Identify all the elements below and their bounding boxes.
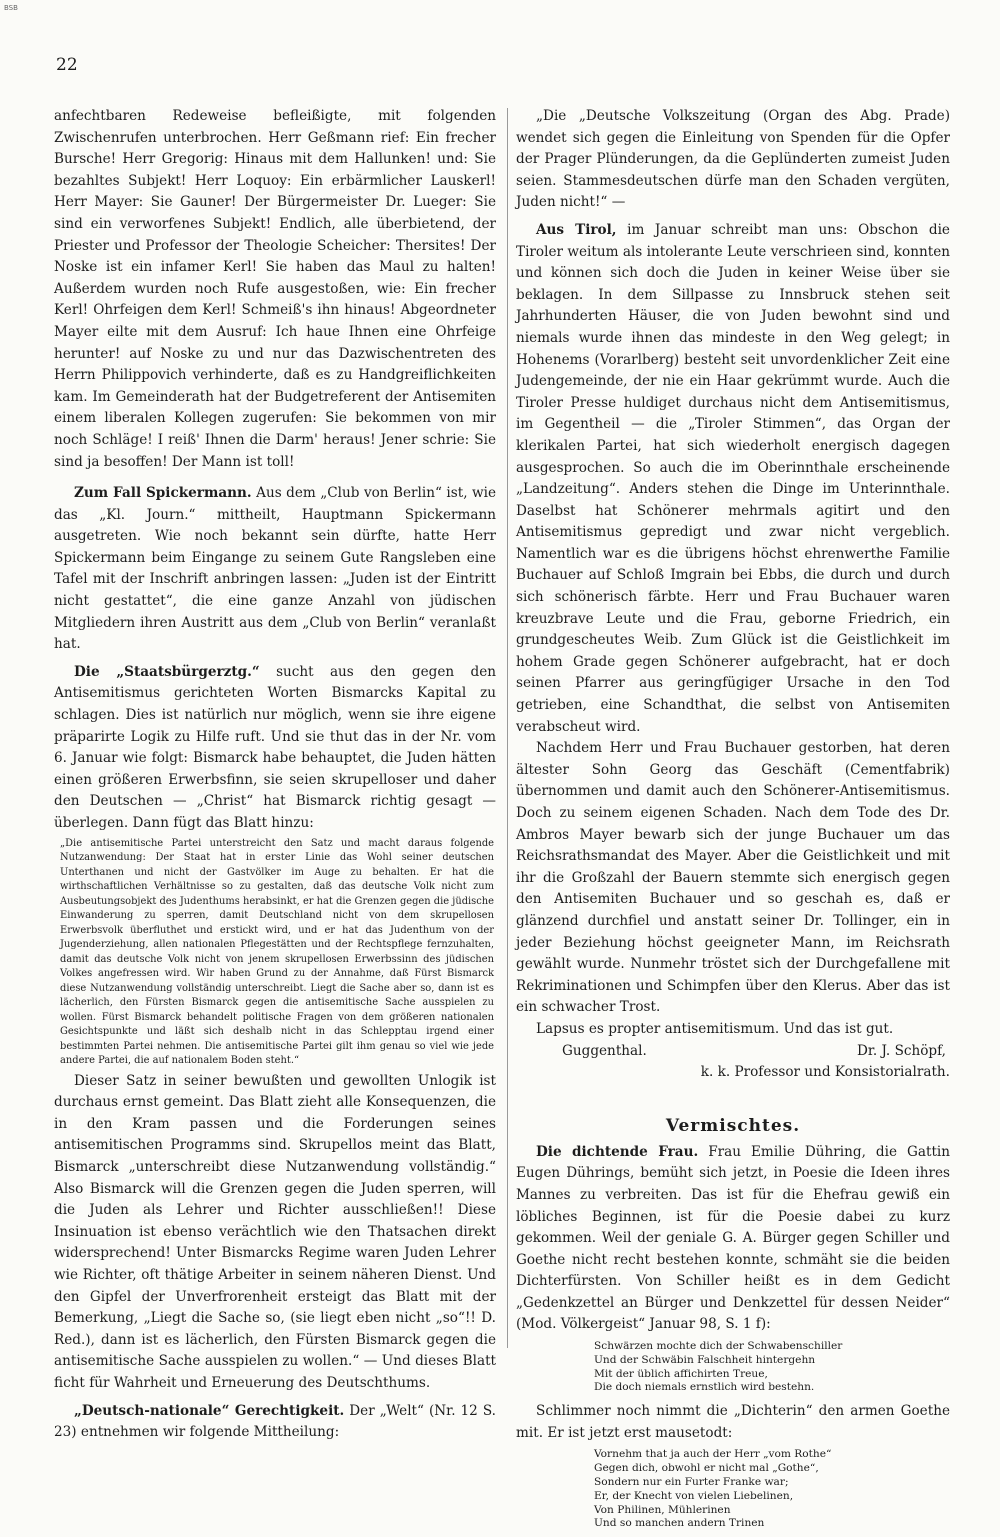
signature-name: Dr. J. Schöpf, (856, 1042, 946, 1059)
poem-line: Sondern nur ein Furter Franke war; (594, 1476, 789, 1489)
poem-line: Die doch niemals ernstlich wird bestehn. (594, 1381, 815, 1394)
left-column (54, 106, 496, 1444)
poem-line: Von Philinen, Mühlerinen (594, 1503, 731, 1516)
section-title-vermischtes: Vermischtes. (665, 1115, 801, 1136)
poem-line: Und so manchen andern Trinen (594, 1517, 765, 1530)
poem-line: Und der Schwäbin Falschheit hintergehn (594, 1353, 816, 1366)
text-gerechtigkeit: Der „Welt“ (Nr. 12 S. 23) entnehmen wir folgende Mittheilung: (54, 1402, 496, 1441)
poem-goethe (594, 1448, 950, 1531)
text-tirol: im Januar schreibt man uns: Obschon die Tiroler weitum als intolerante Leute verschrieen sind, konnten und können sich doch die Juden in keiner Weise über sie beklagen. In dem Sillpasse zu Innsbruck stehen seit Jahrhunderten Häuser, die von Juden bewohnt sind und niemals wurde ihnen das mindeste in den Weg gelegt; in Hohenems (Vorarlberg) besteht seit unvordenklicher Zeit eine Judengemeinde, der nie ein Haar gekrümmt wurde. Auch die Tiroler Presse huldiget durchaus nicht dem Antisemitismus, im Gegentheil — die „Tiroler Stimmen“, das Organ der klerikalen Partei, hat sich wiederholt energisch dagegen ausgesprochen. So auch die im Oberinnthale erscheinende „Landzeitung“. Anders stehen die Dinge im Unterinnthale. Daselbst hat Schönerer mehrmals agitirt und den Antisemitismus gepredigt und zwar nicht vergeblich. Namentlich war es die übrigens höchst ehrenwerthe Familie Buchauer auf Schloß Imgrain bei Ebbs, die durch und durch sich schönerisch färbte. Herr und Frau Buchauer waren kreuzbrave Leute und die Frau, geborne Friedrich, ein grundgescheutes Weib. Zum Glück ist die Geistlichkeit im hohem Grade gegen Schönerer aufgebracht, hat er doch seinen Pfarrer aus geringfügiger Ursache in den Tod getrieben, eine Schandthat, die selbst von Antisemiten verabscheut wird. (516, 221, 950, 735)
heading-spickermann: Zum Fall Spickermann. (74, 485, 252, 502)
text-dichtende-frau: Frau Emilie Dühring, die Gattin Eugen Dührings, bemüht sich jetzt, in Poesie die Ideen ihres Mannes zu verbreiten. Das ist für die Ehefrau gewiß ein löbliches Beginnen, ist für die Poesie dabei zu kurz gekommen. Weil der geniale G. A. Bürger gegen Schiller und Goethe nicht recht bestehen konnte, schmäht sie die beiden Dichterfürsten. Von Schiller heißt es in dem Gedicht „Gedenkzettel an Bürger und Denkzettel für dessen Neider“ (Mod. Völkergeist“ Januar 98, S. 1 f): (516, 1143, 951, 1333)
text-staatsbuergerztg: sucht aus den gegen den Antisemitismus gerichteten Worten Bismarcks Kapital zu schlagen. Dies ist natürlich nur möglich, wenn sie ihre eigene präparirte Logik zu Hilfe ruft. Und sie thut das in der Nr. vom 6. Januar wie folgt: Bismarck habe behauptet, die Juden hätten einen größeren Erwerbsfinn, sie seien skrupelloser und daher den Deutschen — „Christ“ hat Bismarck richtig gesagt — überlegen. Dann fügt das Blatt hinzu: (54, 663, 497, 831)
article-staatsbuergerztg (54, 662, 496, 835)
poem-line: Vornehm that ja auch der Herr „vom Rothe“ (594, 1448, 832, 1461)
right-column (516, 106, 950, 1537)
paragraph-lapsus: Lapsus es propter antisemitismum. Und das ist gut. (536, 1020, 894, 1037)
paragraph-goethe: Schlimmer noch nimmt die „Dichterin“ den armen Goethe mit. Er ist jetzt erst mausetodt: (516, 1403, 950, 1441)
paragraph-noske-heckling: anfechtbaren Redeweise befleißigte, mit folgenden Zwischenrufen unterbrochen. Herr Geßmann rief: Ein frecher Bursche! Herr Gregorig: Hinaus mit dem Hallunken! und: Sie bezahltes Subjekt! Herr Loquoy: Ein erbärmlicher Lauskerl! Herr Mayer: Sie Gauner! Der Bürgermeister Dr. Lueger: Sie sind ein verworfenes Subjekt! Endlich, alle überbietend, der Priester und Professor der Theologie Scheicher: Thersites! Der Noske ist ein infamer Kerl! Sie haben das Maul zu halten! Außerdem wurden noch Rufe ausgestoßen, wie: Ein frecher Kerl! Ohrfeigen dem Kerl! Schmeiß's ihn hinaus! Abgeordneter Mayer eilte mit dem Ausruf: Ich haue Ihnen eine Ohrfeige herunter! auf Noske zu und nur das Dazwischentreten des Herrn Philippovich verhinderte, daß es zu Handgreiflichkeiten kam. Im Gemeinderath hat der Budgetreferent der Antisemiten einem liberalen Kollegen zugerufen: Sie bekommen von mir noch Schläge! I reiß' Ihnen die Darm' heraus! Jener schrie: Sie sind ja besoffen! Der Mann ist toll! (54, 108, 496, 470)
poem-line: Mit der üblich affichirten Treue, (594, 1367, 768, 1380)
article-tirol (516, 220, 950, 738)
paragraph-unlogik: Dieser Satz in seiner bewußten und gewollten Unlogik ist durchaus ernst gemeint. Das Blatt zieht alle Konsequenzen, die in den Kram passen und die Forderungen seines antisemitischen Programms sind. Skrupellos meint das Blatt, Bismarck „unterschreibt diese Nutzanwendung vollständig.“ Also Bismarck will die Grenzen gegen die Juden sperren, will die Juden als Lehrer und Richter ausschließen!! Diese Insinuation ist ebenso verächtlich wie den Thatsachen direkt widersprechend! Unter Bismarcks Regime waren Juden Lehrer wie Richter, oft thätige Arbeiter in seinem näheren Dienst. Und den Gipfel der Unverfrorenheit ersteigt das Blatt mit der Bemerkung, „Liegt die Sache so, (sie liegt eben nicht „so“!! D. Red.), dann ist es lächerlich, den Fürsten Bismarck gegen die antisemitische Sache ausspielen zu wollen.“ — Und dieses Blatt ficht für Wahrheit und Erneuerung des Deutschthums. (54, 1072, 496, 1391)
article-spickermann (54, 483, 496, 656)
heading-dichtende-frau: Die dichtende Frau. (536, 1143, 699, 1160)
quote-staatsbuergerztg: „Die antisemitische Partei unterstreicht den Satz und macht daraus folgende Nutzanwendung: Der Staat hat in erster Linie das Wohl seiner deutschen Unterthanen und nicht der Gastvölker im Auge zu behalten. Er hat die wirthschaftlichen Verhältnisse so zu gestalten, daß das deutsche Volk nicht zum Ausbeutungsobjekt des Judenthums herabsinkt, er hat die Grenzen gegen die jüdische Einwanderung zu sperren, damit Deutschland nicht von dem skrupellosen Erwerbsvolk überfluthet und erstickt wird, und er hat das Judenthum von der Jugenderziehung, allen nationalen Pflegestätten und der Rechtspflege fernzuhalten, damit das deutsche Volk nicht von jenem skrupellosen Erwerbssinn des jüdischen Volkes angefressen wird. Wir haben Grund zu der Annahme, daß Fürst Bismarck diese Nutzanwendung vollständig unterschreibt. Liegt die Sache aber so, dann ist es lächerlich, den Fürsten Bismarck gegen die antisemitische Sache ausspielen zu wollen. Fürst Bismarck behandelt politische Fragen von dem größeren nationalen Gesichtspunkte und läßt sich deshalb nicht in das Schlepptau irgend einer bestimmten Partei nehmen. Die antisemitische Partei gilt ihm genau so viel wie jede andere Partei, die auf nationalem Boden steht.“ (60, 837, 494, 1067)
text-spickermann: Aus dem „Club von Berlin“ ist, wie das „Kl. Journ.“ mittheilt, Hauptmann Spickermann ausgetreten. Wie noch bekannt sein dürfte, hatte Herr Spickermann beim Eingange zu seinem Gute Rangsleben eine Tafel mit der Inschrift anbringen lassen: „Juden ist der Eintritt nicht gestattet“, die eine ganze Anzahl von jüdischen Mitgliedern ihren Austritt aus dem „Club von Berlin“ veranlaßt hat. (54, 485, 497, 653)
heading-gerechtigkeit: „Deutsch-nationale“ Gerechtigkeit. (74, 1402, 345, 1419)
poem-line: Gegen dich, obwohl er nicht mal „Gothe“, (594, 1462, 819, 1475)
page-number: 22 (56, 55, 78, 75)
signature-title: k. k. Professor und Konsistorialrath. (700, 1064, 950, 1081)
article-dichtende-frau (516, 1142, 950, 1336)
heading-tirol: Aus Tirol, (536, 221, 617, 238)
library-stamp: BSB (4, 4, 18, 12)
poem-line: Er, der Knecht von vielen Liebelinen, (594, 1489, 794, 1502)
signature-place: Guggenthal. (562, 1042, 647, 1059)
quote-volkszeitung: „Die „Deutsche Volkszeitung (Organ des Abg. Prade) wendet sich gegen die Einleitung von Spenden für die Opfer der Prager Plünderungen, da die Geplünderten zumeist Juden seien. Stammesdeutschen dürfe man den Schaden vergüten, Juden nicht!“ — (516, 108, 950, 211)
poem-line: Schwärzen mochte dich der Schwabenschiller (594, 1340, 843, 1353)
signature-line (562, 1041, 946, 1063)
article-gerechtigkeit (54, 1401, 496, 1444)
paragraph-buchauer: Nachdem Herr und Frau Buchauer gestorben, hat deren ältester Sohn Georg das Geschäft (Cementfabrik) übernommen und damit auch den Schönerer-Antisemitismus. Doch zu seinem eigenen Schaden. Nach dem Tode des Dr. Ambros Mayer bewarb sich der junge Buchauer um das Reichsrathsmandat des Mayer. Aber die Geistlichkeit und mit ihr die Großzahl der Bauern stemmte sich energisch gegen den Antisemiten Buchauer und so geschah es, daß er glänzend durchfiel und anstatt seiner Dr. Tollinger, ein in jeder Beziehung höchst geeigneter Mann, im Reichsrath gewählt wurde. Nunmehr tröstet sich der Durchgefallene mit Rekriminationen und Schimpfen über den Klerus. Aber das ist ein schwacher Trost. (516, 740, 950, 1016)
heading-staatsbuergerztg: Die „Staatsbürgerztg.“ (74, 663, 260, 680)
column-divider (507, 108, 508, 1348)
poem-schiller (594, 1340, 950, 1395)
